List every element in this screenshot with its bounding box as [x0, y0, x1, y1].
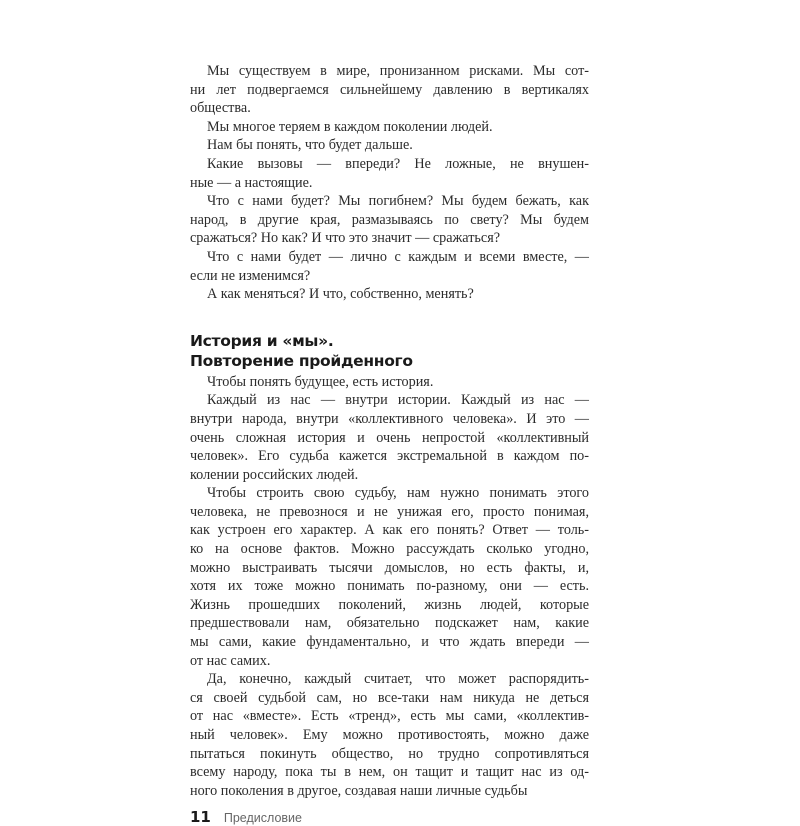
- paragraph: [190, 670, 589, 800]
- text-line: общества.: [190, 100, 251, 117]
- text-line: хотя их тоже можно понимать по-разному, они — есть.: [190, 578, 589, 595]
- section-heading-line-2: Повторение пройденного: [190, 351, 413, 370]
- page-body: [190, 62, 589, 800]
- paragraph: [190, 62, 589, 118]
- text-line: человек». Его судьба кажется экстремальной в каждом по-: [190, 448, 589, 465]
- text-line: Мы многое теряем в каждом поколении людей.: [207, 118, 493, 135]
- paragraph: [190, 285, 589, 304]
- text-line: Что с нами будет — лично с каждым и всеми вместе, —: [207, 248, 589, 265]
- page-footer: [190, 808, 302, 826]
- text-line: от нас самих.: [190, 652, 271, 669]
- text-line: если не изменимся?: [190, 267, 311, 284]
- text-line: ко на основе фактов. Можно рассуждать сколько угодно,: [190, 541, 589, 558]
- text-line: Чтобы строить свою судьбу, нам нужно понимать этого: [207, 485, 589, 502]
- text-line: Да, конечно, каждый считает, что может распорядить-: [207, 671, 589, 688]
- intro-text: [190, 62, 589, 304]
- text-line: ные — а настоящие.: [190, 174, 313, 191]
- text-line: ного поколения в другое, создавая наши личные судьбы: [190, 782, 528, 799]
- paragraph: [190, 118, 589, 137]
- text-line: Какие вызовы — впереди? Не ложные, не внушен-: [207, 155, 589, 172]
- section-heading-line-1: История и «мы».: [190, 331, 334, 350]
- text-line: предшествовали нам, обязательно подскажет нам, какие: [190, 615, 589, 632]
- paragraph: [190, 248, 589, 285]
- text-line: мы сами, какие фундаментально, и что ждать впереди —: [190, 634, 589, 651]
- paragraph: [190, 373, 589, 392]
- text-line: пытаться покинуть общество, но трудно сопротивляться: [190, 745, 589, 762]
- page-number: 11: [190, 808, 211, 826]
- text-line: А как меняться? И что, собственно, менять?: [207, 286, 474, 303]
- text-line: Мы существуем в мире, пронизанном рисками. Мы сот-: [207, 63, 589, 79]
- text-line: Что с нами будет? Мы погибнем? Мы будем бежать, как: [207, 193, 589, 210]
- running-section-title: Предисловие: [223, 811, 302, 825]
- paragraph: [190, 484, 589, 670]
- text-line: колении российских людей.: [190, 466, 359, 483]
- text-line: внутри народа, внутри «коллективного человека». И это —: [190, 410, 589, 427]
- text-line: человека, не превознося и не унижая его, просто понимая,: [190, 503, 589, 520]
- text-line: от нас «вместе». Есть «тренд», есть мы сами, «коллектив-: [190, 708, 589, 725]
- paragraph: [190, 136, 589, 155]
- text-line: Чтобы понять будущее, есть история.: [207, 373, 434, 390]
- text-line: народ, в другие края, размазываясь по свету? Мы будем: [190, 211, 589, 228]
- paragraph: [190, 155, 589, 192]
- text-line: сражаться? Но как? И что это значит — сражаться?: [190, 230, 501, 247]
- text-line: можно выстраивать тысячи домыслов, но есть факты, и,: [190, 559, 589, 576]
- text-line: Нам бы понять, что будет дальше.: [207, 137, 413, 154]
- text-line: всему народу, пока ты в нем, он тащит и тащит нас из од-: [190, 764, 589, 781]
- paragraph: [190, 192, 589, 248]
- text-line: ный человек». Ему можно противостоять, можно даже: [190, 727, 589, 743]
- text-line: Жизнь прошедших поколений, жизнь людей, которые: [190, 596, 589, 613]
- section-text: [190, 373, 589, 801]
- paragraph: [190, 391, 589, 484]
- text-line: Каждый из нас — внутри истории. Каждый из нас —: [207, 392, 589, 409]
- text-line: как устроен его характер. А как его понять? Ответ — толь-: [190, 522, 589, 539]
- text-line: ни лет подвергаемся сильнейшему давлению в вертикалях: [190, 81, 589, 98]
- section-heading: [190, 331, 589, 371]
- text-line: очень сложная история и очень непростой «коллективный: [190, 429, 589, 446]
- text-line: ся своей судьбой сам, но все-таки нам никуда не деться: [190, 689, 589, 706]
